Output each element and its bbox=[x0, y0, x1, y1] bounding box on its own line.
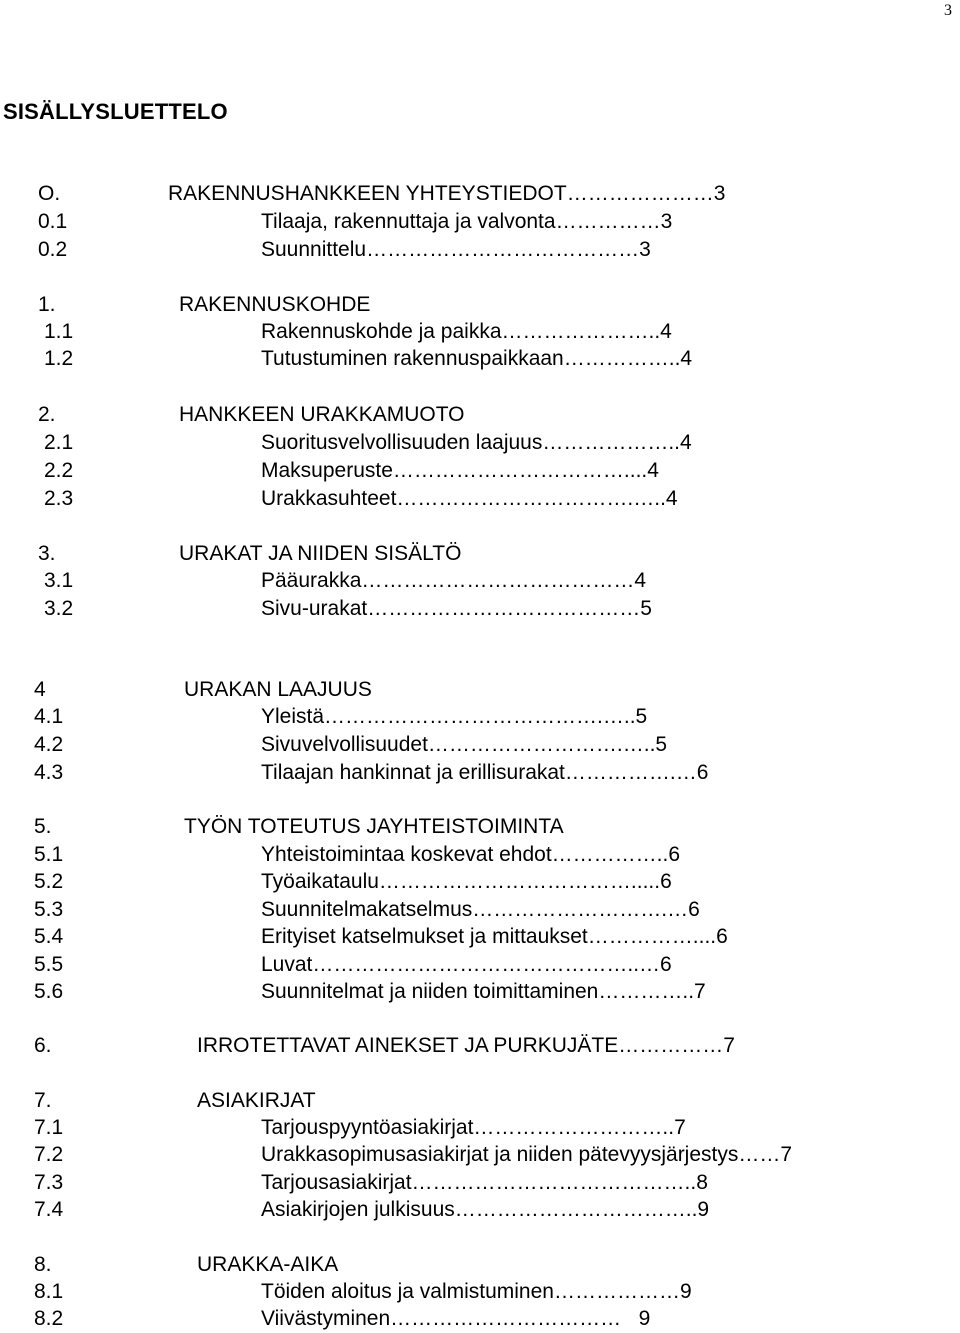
toc-entry bbox=[0, 1252, 960, 1278]
toc-label: Suoritusvelvollisuuden laajuus………………..4 bbox=[261, 431, 692, 454]
toc-label: Suunnitelmakatselmus……………………….…6 bbox=[261, 898, 700, 921]
toc-label: Urakkasopimusasiakirjat ja niiden pätevyysjärjestys……7 bbox=[261, 1143, 793, 1166]
toc-number: 2. bbox=[38, 403, 56, 426]
toc-number: 0.2 bbox=[38, 238, 68, 261]
toc-label: Tutustuminen rakennuspaikkaan……………..4 bbox=[261, 347, 693, 370]
toc-entry bbox=[0, 181, 960, 207]
toc-label: Sivuvelvollisuudet……………………….…..5 bbox=[261, 733, 668, 756]
toc-number: 5.5 bbox=[34, 953, 64, 976]
toc-entry bbox=[0, 1033, 960, 1059]
toc-label: IRROTETTAVAT AINEKSET JA PURKUJÄTE……………7 bbox=[197, 1034, 735, 1057]
toc-label: Suunnittelu…………………………………3 bbox=[261, 238, 651, 261]
toc-number: 2.1 bbox=[44, 431, 74, 454]
toc-label: Töiden aloitus ja valmistuminen………………9 bbox=[261, 1280, 692, 1303]
toc-label: Sivu-urakat…………………………………5 bbox=[261, 597, 652, 620]
toc-number: 5. bbox=[34, 815, 52, 838]
toc-label: Tarjousasiakirjat…………………………………..8 bbox=[261, 1171, 708, 1194]
toc-number: 2.2 bbox=[44, 459, 74, 482]
toc-entry bbox=[0, 1279, 960, 1305]
toc-number: 1.2 bbox=[44, 347, 74, 370]
page-number: 3 bbox=[944, 2, 952, 19]
toc-label: RAKENNUSHANKKEEN YHTEYSTIEDOT…………………3 bbox=[168, 182, 726, 205]
toc-number: 8.1 bbox=[34, 1280, 64, 1303]
toc-entry bbox=[0, 732, 960, 758]
toc-number: 8. bbox=[34, 1253, 52, 1276]
toc-entry bbox=[0, 541, 960, 567]
toc-number: 7. bbox=[34, 1089, 52, 1112]
toc-entry bbox=[0, 292, 960, 318]
toc-entry bbox=[0, 979, 960, 1005]
toc-number: 7.4 bbox=[34, 1198, 64, 1221]
toc-label: Tilaajan hankinnat ja erillisurakat…………….…6 bbox=[261, 761, 709, 784]
toc-label: Tarjouspyyntöasiakirjat………………………..7 bbox=[261, 1116, 686, 1139]
toc-label: TYÖN TOTEUTUS JAYHTEISTOIMINTA bbox=[184, 815, 564, 838]
toc-label: Tilaaja, rakennuttaja ja valvonta……………3 bbox=[261, 210, 673, 233]
toc-number: 4.1 bbox=[34, 705, 64, 728]
toc-label: Erityiset katselmukset ja mittaukset……………....6 bbox=[261, 925, 728, 948]
toc-number: 7.1 bbox=[34, 1116, 64, 1139]
toc-label: URAKKA-AIKA bbox=[197, 1253, 339, 1276]
toc-label: Yleistä………………………………….…..5 bbox=[261, 705, 648, 728]
toc-number: 5.4 bbox=[34, 925, 64, 948]
toc-number: 7.2 bbox=[34, 1143, 64, 1166]
toc-number: 5.1 bbox=[34, 843, 64, 866]
toc-number: O. bbox=[38, 182, 61, 205]
toc-entry bbox=[0, 568, 960, 594]
toc-label: URAKAN LAAJUUS bbox=[184, 678, 372, 701]
toc-entry bbox=[0, 1197, 960, 1223]
toc-number: 6. bbox=[34, 1034, 52, 1057]
toc-number: 4.2 bbox=[34, 733, 64, 756]
toc-label: Urakkasuhteet…………………………….…..4 bbox=[261, 487, 678, 510]
toc-label: Työaikataulu……………………………….....6 bbox=[261, 870, 672, 893]
toc-label: RAKENNUSKOHDE bbox=[179, 293, 371, 316]
toc-number: 4.3 bbox=[34, 761, 64, 784]
toc-label: Asiakirjojen julkisuus……………………………..9 bbox=[261, 1198, 710, 1221]
toc-entry bbox=[0, 952, 960, 978]
toc-entry bbox=[0, 1115, 960, 1141]
toc-entry bbox=[0, 486, 960, 512]
toc-entry bbox=[0, 319, 960, 345]
toc-entry bbox=[0, 869, 960, 895]
toc-entry bbox=[0, 237, 960, 263]
toc-number: 4 bbox=[34, 678, 46, 701]
toc-entry bbox=[0, 704, 960, 730]
toc-number: 8.2 bbox=[34, 1307, 64, 1330]
toc-entry bbox=[0, 346, 960, 372]
toc-entry bbox=[0, 1088, 960, 1114]
toc-number: 7.3 bbox=[34, 1171, 64, 1194]
toc-entry bbox=[0, 209, 960, 235]
toc-label: URAKAT JA NIIDEN SISÄLTÖ bbox=[179, 542, 462, 565]
toc-label: Viivästyminen…………………………… 9 bbox=[261, 1307, 651, 1330]
toc-number: 3.1 bbox=[44, 569, 74, 592]
toc-number: 3.2 bbox=[44, 597, 74, 620]
toc-number: 3. bbox=[38, 542, 56, 565]
toc-entry bbox=[0, 1142, 960, 1168]
toc-entry bbox=[0, 402, 960, 428]
toc-label: HANKKEEN URAKKAMUOTO bbox=[179, 403, 465, 426]
toc-entry bbox=[0, 1170, 960, 1196]
toc-label: Maksuperuste……………………………....4 bbox=[261, 459, 659, 482]
toc-number: 0.1 bbox=[38, 210, 68, 233]
toc-label: Yhteistoimintaa koskevat ehdot……………..6 bbox=[261, 843, 681, 866]
toc-entry bbox=[0, 897, 960, 923]
toc-label: ASIAKIRJAT bbox=[197, 1089, 316, 1112]
toc-label: Suunnitelmat ja niiden toimittaminen…………..7 bbox=[261, 980, 706, 1003]
toc-entry bbox=[0, 430, 960, 456]
toc-number: 1.1 bbox=[44, 320, 74, 343]
toc-entry bbox=[0, 760, 960, 786]
toc-entry bbox=[0, 677, 960, 703]
toc-label: Luvat………………………………………..…6 bbox=[261, 953, 672, 976]
toc-number: 2.3 bbox=[44, 487, 74, 510]
toc-label: Rakennuskohde ja paikka…………………..4 bbox=[261, 320, 672, 343]
toc-entry bbox=[0, 458, 960, 484]
toc-entry bbox=[0, 596, 960, 622]
document-title: SISÄLLYSLUETTELO bbox=[3, 99, 228, 124]
toc-number: 1. bbox=[38, 293, 56, 316]
toc-number: 5.2 bbox=[34, 870, 64, 893]
toc-entry bbox=[0, 814, 960, 840]
toc-entry bbox=[0, 1306, 960, 1332]
toc-number: 5.6 bbox=[34, 980, 64, 1003]
toc-entry bbox=[0, 924, 960, 950]
toc-entry bbox=[0, 842, 960, 868]
toc-number: 5.3 bbox=[34, 898, 64, 921]
toc-label: Pääurakka…………………………………4 bbox=[261, 569, 647, 592]
